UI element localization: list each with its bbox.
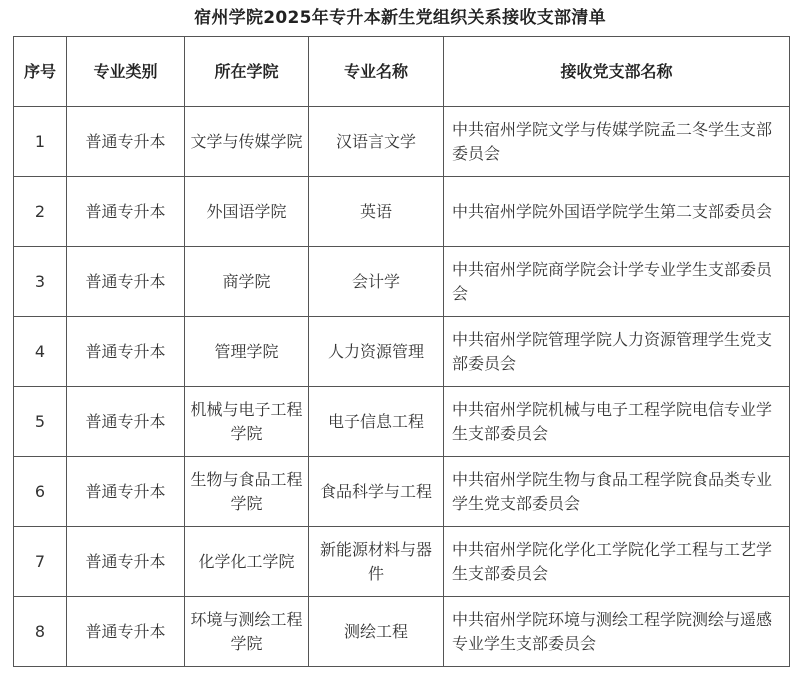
- cell-major: 英语: [309, 177, 444, 247]
- cell-branch: 中共宿州学院生物与食品工程学院食品类专业学生党支部委员会: [444, 457, 790, 527]
- cell-seq: 7: [14, 527, 67, 597]
- table-row: [14, 597, 790, 667]
- cell-major: 会计学: [309, 247, 444, 317]
- cell-major: 测绘工程: [309, 597, 444, 667]
- cell-college: 生物与食品工程学院: [185, 457, 309, 527]
- header-category: 专业类别: [67, 37, 185, 107]
- cell-major: 汉语言文学: [309, 107, 444, 177]
- cell-major: 人力资源管理: [309, 317, 444, 387]
- cell-category: 普通专升本: [67, 247, 185, 317]
- cell-category: 普通专升本: [67, 107, 185, 177]
- cell-seq: 2: [14, 177, 67, 247]
- header-branch: 接收党支部名称: [444, 37, 790, 107]
- header-seq: 序号: [14, 37, 67, 107]
- table-row: [14, 317, 790, 387]
- cell-branch: 中共宿州学院商学院会计学专业学生支部委员会: [444, 247, 790, 317]
- cell-major: 食品科学与工程: [309, 457, 444, 527]
- cell-seq: 6: [14, 457, 67, 527]
- cell-college: 商学院: [185, 247, 309, 317]
- cell-major: 电子信息工程: [309, 387, 444, 457]
- cell-college: 环境与测绘工程学院: [185, 597, 309, 667]
- table-header-row: [14, 37, 790, 107]
- table-row: [14, 107, 790, 177]
- cell-category: 普通专升本: [67, 457, 185, 527]
- cell-category: 普通专升本: [67, 177, 185, 247]
- page-title: 宿州学院2025年专升本新生党组织关系接收支部清单: [194, 8, 606, 28]
- table-row: [14, 387, 790, 457]
- cell-seq: 8: [14, 597, 67, 667]
- cell-seq: 1: [14, 107, 67, 177]
- cell-branch: 中共宿州学院文学与传媒学院孟二冬学生支部委员会: [444, 107, 790, 177]
- cell-major: 新能源材料与器件: [309, 527, 444, 597]
- cell-college: 化学化工学院: [185, 527, 309, 597]
- table-row: [14, 527, 790, 597]
- header-major: 专业名称: [309, 37, 444, 107]
- cell-branch: 中共宿州学院化学化工学院化学工程与工艺学生支部委员会: [444, 527, 790, 597]
- cell-seq: 4: [14, 317, 67, 387]
- cell-branch: 中共宿州学院管理学院人力资源管理学生党支部委员会: [444, 317, 790, 387]
- cell-seq: 5: [14, 387, 67, 457]
- header-college: 所在学院: [185, 37, 309, 107]
- table-row: [14, 457, 790, 527]
- table-row: [14, 177, 790, 247]
- cell-branch: 中共宿州学院外国语学院学生第二支部委员会: [444, 177, 790, 247]
- cell-college: 管理学院: [185, 317, 309, 387]
- cell-category: 普通专升本: [67, 597, 185, 667]
- cell-college: 机械与电子工程学院: [185, 387, 309, 457]
- cell-college: 外国语学院: [185, 177, 309, 247]
- cell-branch: 中共宿州学院机械与电子工程学院电信专业学生支部委员会: [444, 387, 790, 457]
- cell-category: 普通专升本: [67, 317, 185, 387]
- table-row: [14, 247, 790, 317]
- cell-seq: 3: [14, 247, 67, 317]
- cell-category: 普通专升本: [67, 527, 185, 597]
- branch-list-table: [13, 36, 790, 667]
- cell-branch: 中共宿州学院环境与测绘工程学院测绘与遥感专业学生支部委员会: [444, 597, 790, 667]
- cell-college: 文学与传媒学院: [185, 107, 309, 177]
- cell-category: 普通专升本: [67, 387, 185, 457]
